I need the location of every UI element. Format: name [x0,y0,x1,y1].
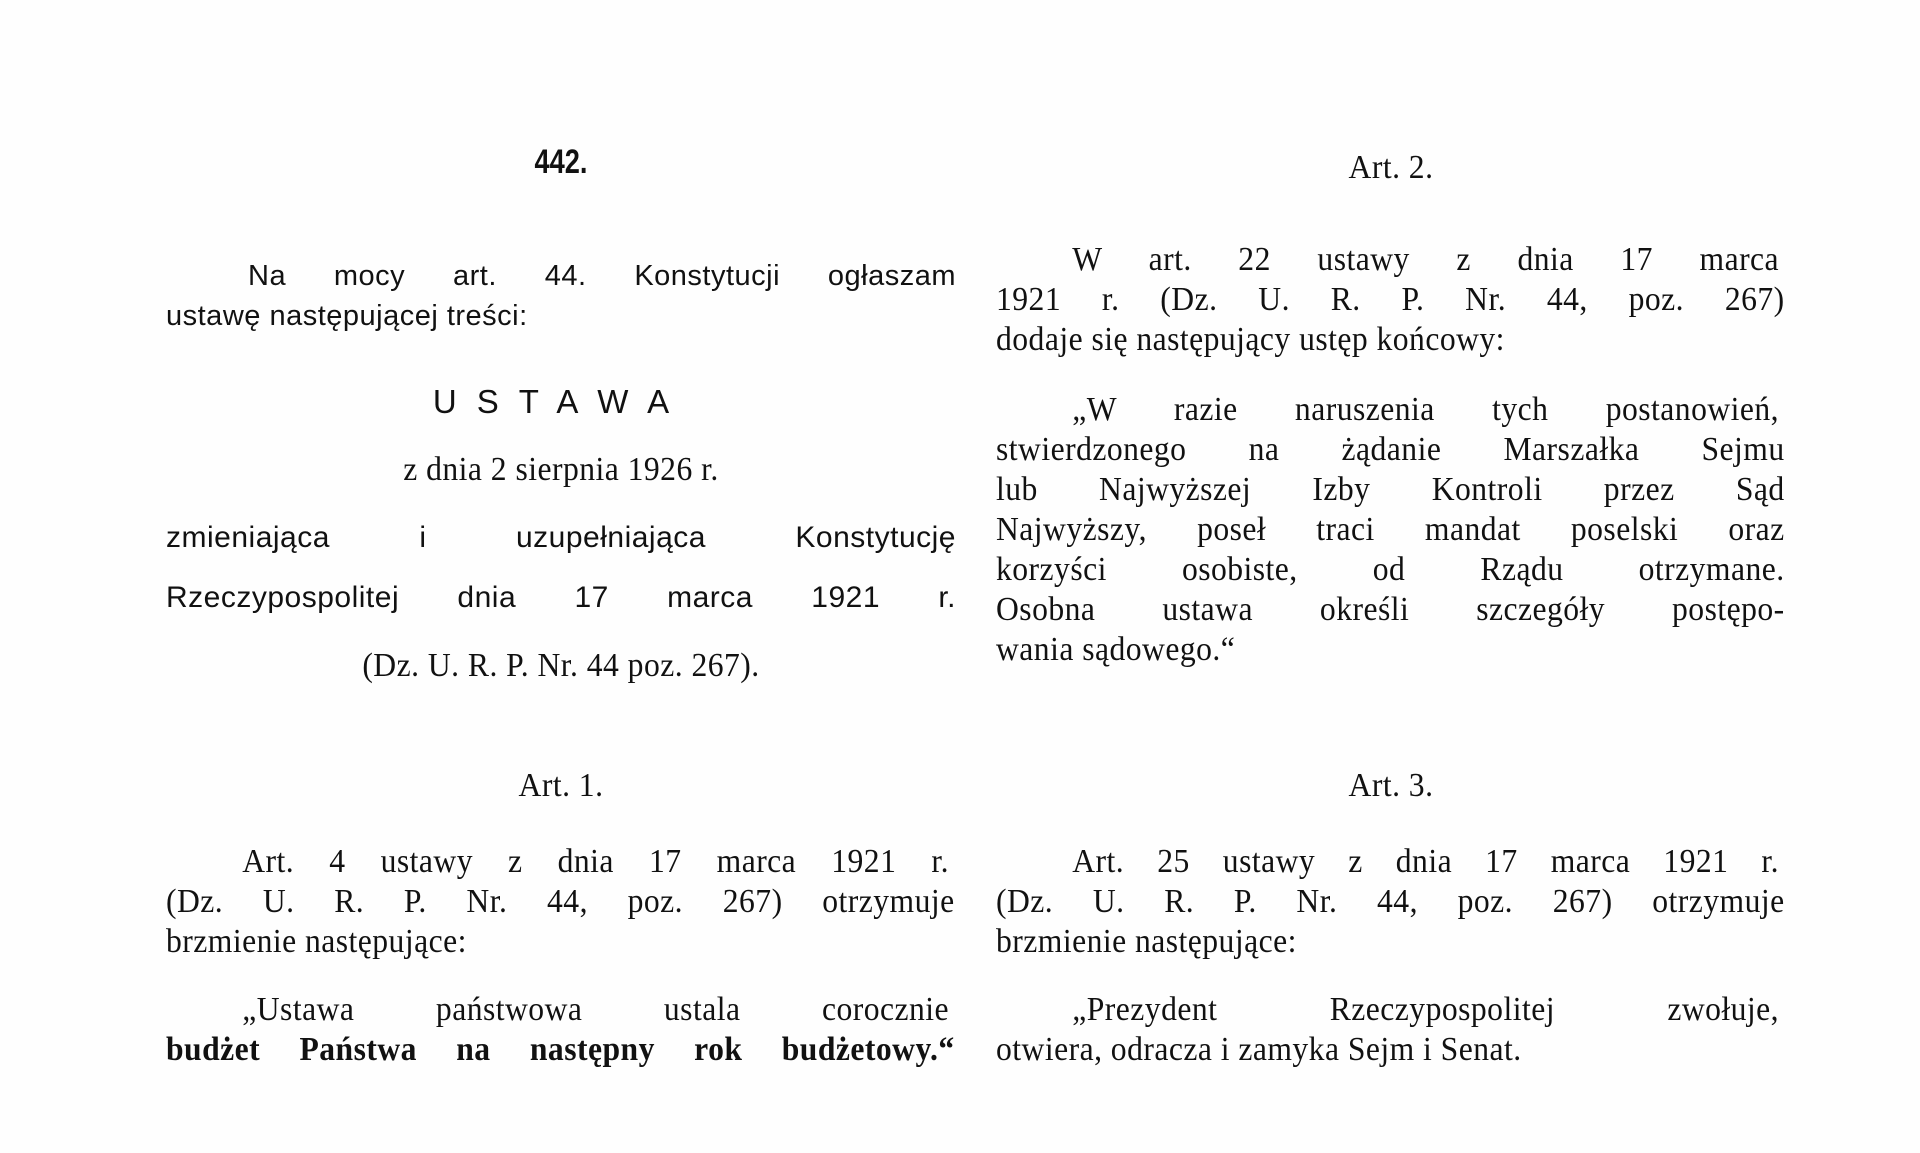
act-date: z dnia 2 sierpnia 1926 r. [403,451,719,488]
article-2-quote-line-2: stwierdzonego na żądanie Marszałka Sejmu [996,431,1785,468]
act-title: USTAWA [432,383,690,420]
article-2-body-line-3: dodaje się następujący ustęp końcowy: [996,321,1505,358]
article-2-heading: Art. 2. [1348,149,1434,186]
article-2-body-line-1: W art. 22 ustawy z dnia 17 marca [1072,241,1780,278]
article-2-quote-line-5: korzyści osobiste, od Rządu otrzymane. [996,551,1785,588]
article-1-heading: Art. 1. [518,767,604,804]
right-column [996,0,1786,1153]
act-subtitle-line-2: Rzeczypospolitej dnia 17 marca 1921 r. [166,581,956,614]
article-2-quote-line-6: Osobna ustawa określi szczegóły postępo- [996,591,1785,628]
article-3-quote-line-1: „Prezydent Rzeczypospolitej zwołuje, [1072,991,1780,1028]
act-reference: (Dz. U. R. P. Nr. 44 poz. 267). [362,647,760,684]
left-column [166,0,956,1153]
article-3-heading: Art. 3. [1348,767,1434,804]
article-1-quote-line-2: budżet Państwa na następny rok budżetowy.“ [166,1031,955,1068]
article-1-body-line-2: (Dz. U. R. P. Nr. 44, poz. 267) otrzymuje [166,883,955,920]
act-subtitle-line-1: zmieniająca i uzupełniająca Konstytucję [166,521,956,554]
article-2-quote-line-1: „W razie naruszenia tych postanowień, [1072,391,1780,428]
article-1-body-line-1: Art. 4 ustawy z dnia 17 marca 1921 r. [242,843,950,880]
article-1-quote-line-1: „Ustawa państwowa ustala corocznie [242,991,950,1028]
preamble-line-1: Na mocy art. 44. Konstytucji ogłaszam [248,260,956,292]
article-3-body-line-3: brzmienie następujące: [996,923,1297,960]
article-2-body-line-2: 1921 r. (Dz. U. R. P. Nr. 44, poz. 267) [996,281,1785,318]
page-number: 442. [534,143,588,181]
article-1-body-line-3: brzmienie następujące: [166,923,467,960]
article-3-body-line-1: Art. 25 ustawy z dnia 17 marca 1921 r. [1072,843,1780,880]
article-2-quote-line-7: wania sądowego.“ [996,631,1236,668]
article-2-quote-line-4: Najwyższy, poseł traci mandat poselski oraz [996,511,1785,548]
article-2-quote-line-3: lub Najwyższej Izby Kontroli przez Sąd [996,471,1785,508]
article-3-quote-line-2: otwiera, odracza i zamyka Sejm i Senat. [996,1031,1522,1068]
preamble-line-2: ustawę następującej treści: [166,300,528,332]
article-3-body-line-2: (Dz. U. R. P. Nr. 44, poz. 267) otrzymuje [996,883,1785,920]
